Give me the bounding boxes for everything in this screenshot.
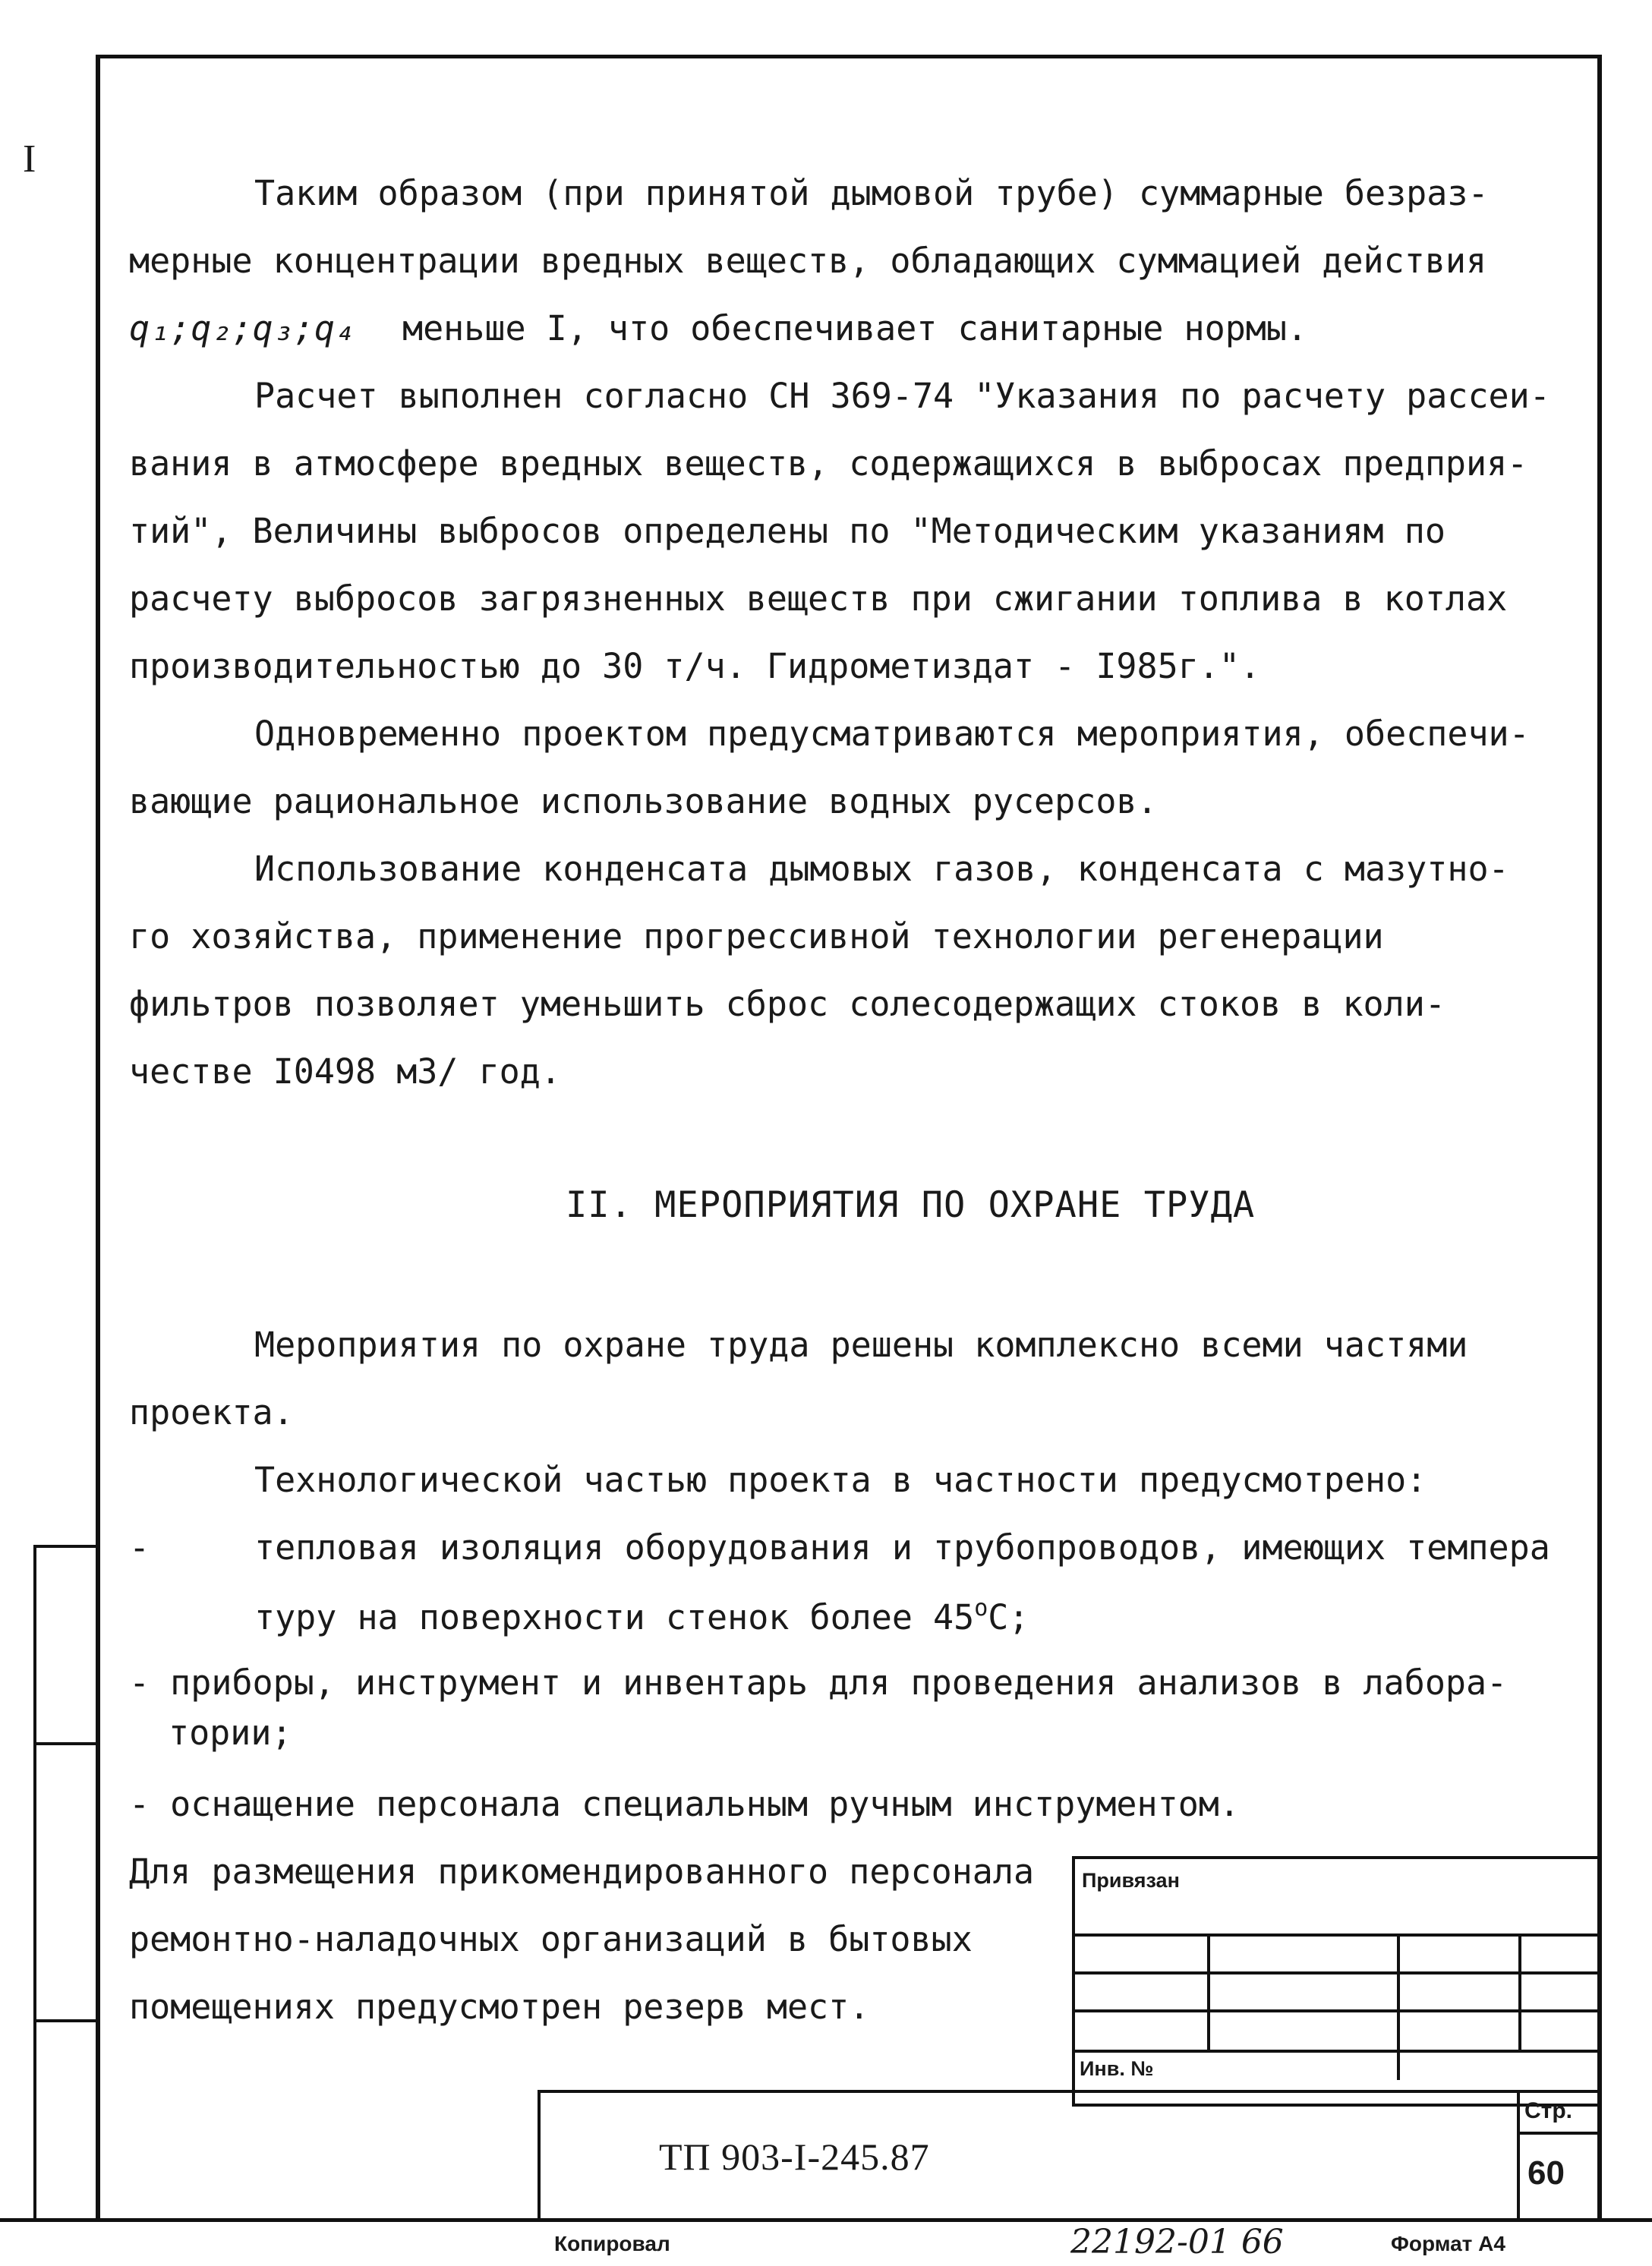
binding-box-line <box>33 2019 99 2022</box>
text-line: Использование конденсата дымовых газов, конденсата с мазутно- <box>254 849 1509 889</box>
text-line: Одновременно проектом предусматриваются мероприятия, обеспечи- <box>254 714 1530 754</box>
margin-mark: I <box>23 137 36 181</box>
text-line: Для размещения прикомендированного персонала <box>129 1852 1035 1892</box>
inv-number-label: Инв. № <box>1080 2057 1154 2080</box>
text-fragment: туру на поверхности стенок более 45 <box>254 1597 975 1637</box>
text-line: меньше I, что обеспечивает санитарные нормы. <box>402 308 1308 348</box>
text-line: фильтров позволяет уменьшить сброс солесодержащих стоков в коли- <box>129 984 1446 1024</box>
copied-label: Копировал <box>554 2232 670 2255</box>
list-item-continued <box>254 1595 1029 1637</box>
binding-box-line <box>33 1742 99 1745</box>
binding-box-edge <box>33 1545 36 2222</box>
table-line <box>1517 2132 1602 2135</box>
table-line <box>1517 2090 1520 2222</box>
text-line: расчету выбросов загрязненных веществ при сжигании топлива в котлах <box>129 578 1508 619</box>
table-line <box>1072 1971 1602 1974</box>
text-fragment: С; <box>988 1597 1029 1637</box>
page-label: Стр. <box>1524 2098 1573 2123</box>
format-label: Формат А4 <box>1391 2232 1505 2255</box>
text-line: вающие рациональное использование водных русерсов. <box>129 781 1158 821</box>
attached-label: Привязан <box>1082 1869 1180 1892</box>
table-line <box>1397 1934 1400 2080</box>
text-line: производительностью до 30 т/ч. Гидрометиздат - I985г.". <box>129 646 1261 686</box>
handwritten-number: 22192-01 66 <box>1070 2223 1284 2261</box>
table-line <box>1072 1934 1602 1937</box>
list-item: тепловая изоляция оборудования и трубопроводов, имеющих темпера <box>254 1527 1550 1568</box>
text-line: проекта. <box>129 1392 294 1432</box>
text-line: мерные концентрации вредных веществ, обладающих суммацией действия <box>129 241 1487 281</box>
text-line: го хозяйства, применение прогрессивной технологии регенерации <box>129 916 1384 957</box>
section-heading: II. МЕРОПРИЯТИЯ ПО ОХРАНЕ ТРУДА <box>566 1184 1256 1226</box>
text-line: Таким образом (при принятой дымовой трубе) суммарные безраз- <box>254 173 1489 213</box>
table-line <box>1072 2050 1602 2053</box>
page-number: 60 <box>1527 2154 1565 2192</box>
text-line: тий", Величины выбросов определены по "Методическим указаниям по <box>129 511 1446 551</box>
text-line: помещениях предусмотрен резерв мест. <box>129 1987 870 2027</box>
list-item: - оснащение персонала специальным ручным инструментом. <box>129 1784 1240 1824</box>
list-item-continued: тории; <box>169 1713 292 1753</box>
table-line <box>1518 1934 1521 2050</box>
text-line: Мероприятия по охране труда решены комплексно всеми частями <box>254 1325 1468 1365</box>
binding-box-line <box>33 1545 99 1548</box>
text-line: Расчет выполнен согласно СН 369-74 "Указания по расчету рассеи- <box>254 376 1550 416</box>
list-item: - приборы, инструмент и инвентарь для проведения анализов в лабора- <box>129 1662 1508 1703</box>
list-bullet: - <box>129 1527 150 1568</box>
text-line: честве I0498 м3/ год. <box>129 1051 561 1092</box>
formula-symbols: q₁;q₂;q₃;q₄ <box>129 308 356 348</box>
text-line: Технологической частью проекта в частности предусмотрено: <box>254 1460 1427 1500</box>
table-line <box>1072 2009 1602 2012</box>
document-code: ТП 903-I-245.87 <box>659 2135 930 2178</box>
text-line: вания в атмосфере вредных веществ, содержащихся в выбросах предприя- <box>129 443 1528 484</box>
table-line <box>1207 1934 1210 2050</box>
degree-sign: о <box>974 1595 988 1621</box>
text-line: ремонтно-наладочных организаций в бытовых <box>129 1919 973 1959</box>
